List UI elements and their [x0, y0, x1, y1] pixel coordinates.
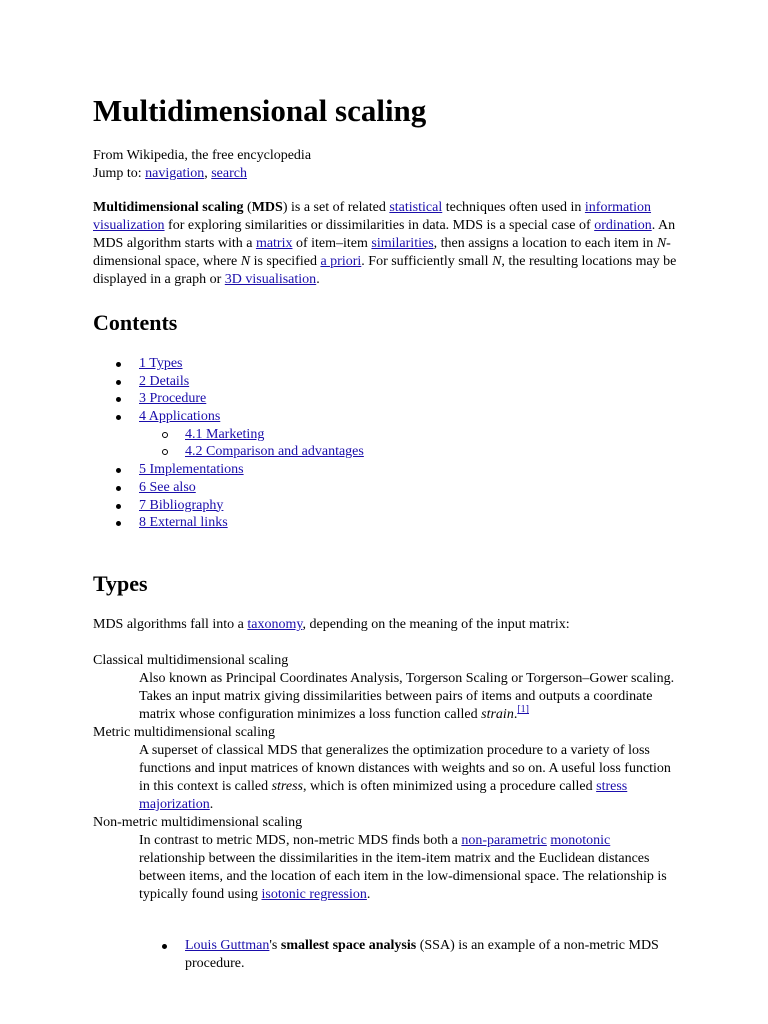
nonmetric-description: In contrast to metric MDS, non-metric MDS finds both a non-parametric monotonic relationship between the dissimilarities in the item-item matrix and the Euclidean distances between items, and the location of each item in the low-dimensional space. The relationship is typically found using isotonic regression.	[139, 833, 667, 902]
article-meta	[93, 147, 683, 183]
jump-to: Jump to: navigation, search	[93, 166, 247, 181]
louis-guttman-link[interactable]: Louis Guttman	[185, 938, 270, 953]
metric-description: A superset of classical MDS that generalizes the optimization procedure to a variety of loss functions and input matrices of known distances with weights and so on. A useful loss function in this context is called stress, which is often minimized using a procedure called stress majorization.	[139, 743, 671, 812]
list-item: Louis Guttman's smallest space analysis (SSA) is an example of a non-metric MDS procedure.	[93, 937, 678, 973]
taxonomy-link[interactable]: taxonomy	[247, 617, 303, 632]
classical-description: Also known as Principal Coordinates Analysis, Torgerson Scaling or Torgerson–Gower scaling. Takes an input matrix giving dissimilarities between pairs of items and outputs a coordinate matrix whose configuration minimizes a loss function called strain.[1]	[139, 671, 675, 722]
toc-item	[93, 514, 364, 532]
toc-link-implementations[interactable]: 5 Implementations	[139, 462, 244, 478]
toc-item	[93, 390, 364, 408]
non-parametric-link[interactable]: non-parametric	[461, 833, 547, 848]
toc-item	[93, 479, 364, 497]
stress-majorization-link[interactable]: stress majorization	[139, 779, 628, 812]
toc-link-marketing[interactable]: 4.1 Marketing	[185, 426, 265, 442]
navigation-link[interactable]: navigation	[145, 166, 205, 181]
ordination-link[interactable]: ordination	[594, 218, 652, 233]
intro-paragraph: Multidimensional scaling (MDS) is a set of related statistical techniques often used in information visualization for exploring similarities or dissimilarities in data. MDS is a special case of ordination. An MDS algorithm starts with a matrix of item–item similarities, then assigns a location to each item in N-dimensional space, where N is specified a priori. For sufficiently small N, the resulting locations may be displayed in a graph or 3D visualisation.	[93, 200, 677, 287]
page-title: Multidimensional scaling	[93, 93, 427, 128]
information-visualization-link[interactable]: information visualization	[93, 200, 652, 233]
toc-item	[93, 408, 364, 426]
a-priori-link[interactable]: a priori	[320, 254, 362, 269]
statistical-link[interactable]: statistical	[389, 200, 443, 215]
toc-subitem	[93, 443, 364, 461]
types-heading: Types	[93, 571, 148, 596]
toc-link-procedure[interactable]: 3 Procedure	[139, 391, 207, 407]
metric-term: Metric multidimensional scaling	[93, 725, 275, 740]
contents-heading: Contents	[93, 310, 178, 335]
types-paragraph: MDS algorithms fall into a taxonomy, depending on the meaning of the input matrix:	[93, 617, 570, 632]
toc-link-details[interactable]: 2 Details	[139, 373, 190, 389]
isotonic-regression-link[interactable]: isotonic regression	[261, 887, 367, 902]
toc-item	[93, 497, 364, 515]
toc-subitem	[93, 426, 364, 444]
toc-item	[93, 461, 364, 479]
toc-link-types[interactable]: 1 Types	[139, 356, 183, 371]
toc-link-bibliography[interactable]: 7 Bibliography	[139, 497, 224, 513]
similarities-link[interactable]: similarities	[371, 236, 434, 251]
toc-link-see-also[interactable]: 6 See also	[139, 479, 196, 495]
classical-term: Classical multidimensional scaling	[93, 653, 289, 668]
reference-1-link[interactable]: [1]	[517, 704, 529, 715]
3d-visualisation-link[interactable]: 3D visualisation	[224, 272, 317, 287]
from-wikipedia: From Wikipedia, the free encyclopedia	[93, 148, 312, 163]
toc-item	[93, 373, 364, 391]
toc-link-comparison[interactable]: 4.2 Comparison and advantages	[185, 444, 364, 460]
ssa-list	[93, 937, 678, 973]
table-of-contents	[93, 355, 364, 532]
toc-link-applications[interactable]: 4 Applications	[139, 409, 221, 425]
matrix-link[interactable]: matrix	[255, 236, 293, 251]
monotonic-link[interactable]: monotonic	[550, 833, 611, 848]
toc-link-external-links[interactable]: 8 External links	[139, 515, 228, 531]
types-definitions	[93, 652, 678, 904]
search-link[interactable]: search	[211, 166, 247, 181]
toc-item	[93, 355, 364, 373]
nonmetric-term: Non-metric multidimensional scaling	[93, 815, 303, 830]
